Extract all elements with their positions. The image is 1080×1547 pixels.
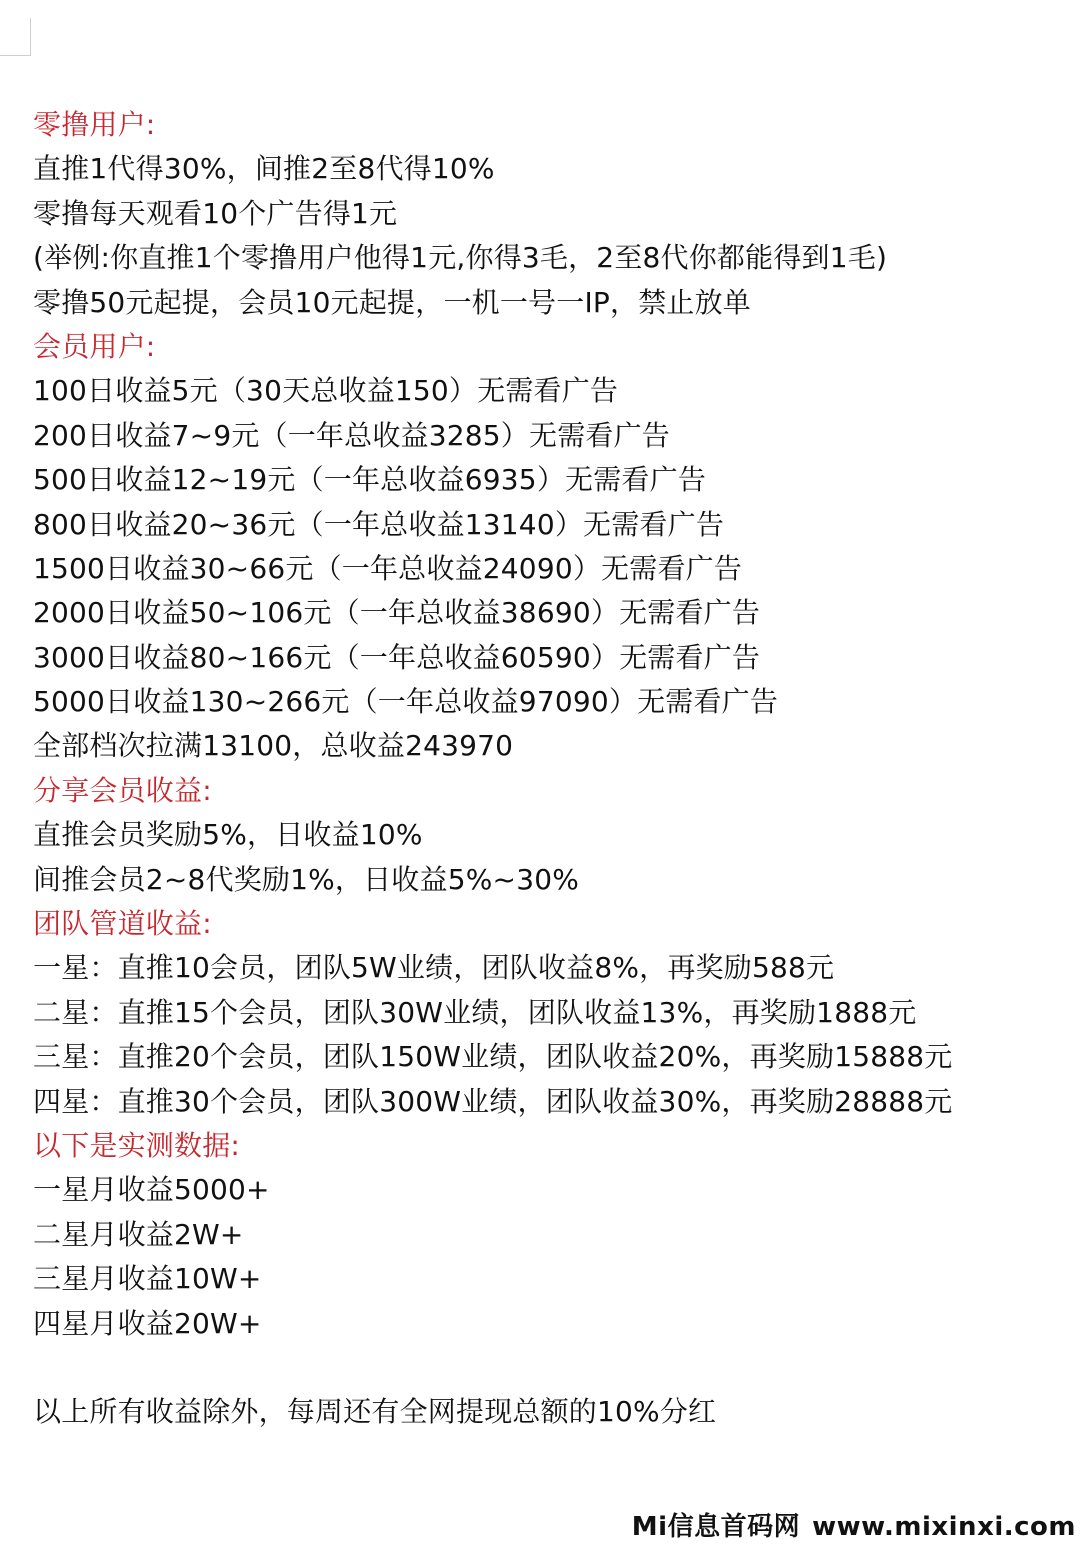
text-line: 三星月收益10W+ xyxy=(33,1262,262,1296)
text-line: 四星：直推30个会员，团队300W业绩，团队收益30%，再奖励28888元 xyxy=(33,1084,953,1118)
text-line: 零撸每天观看10个广告得1元 xyxy=(33,196,398,230)
section-heading-zero-user: 零撸用户: xyxy=(33,108,156,141)
section-team-pipeline xyxy=(33,902,1080,1124)
text-line: 2000日收益50~106元（一年总收益38690）无需看广告 xyxy=(33,596,761,630)
text-line: 100日收益5元（30天总收益150）无需看广告 xyxy=(33,374,619,408)
section-heading-team-pipeline: 团队管道收益: xyxy=(33,907,212,941)
text-line: 二星：直推15个会员，团队30W业绩，团队收益13%，再奖励1888元 xyxy=(33,995,917,1029)
blank-line xyxy=(33,1346,1080,1390)
section-member-user xyxy=(33,325,1080,769)
text-line: 一星：直推10会员，团队5W业绩，团队收益8%，再奖励588元 xyxy=(33,951,835,985)
section-heading-member-user: 会员用户: xyxy=(33,329,156,363)
text-line: 二星月收益2W+ xyxy=(33,1217,244,1251)
watermark-url: www.mixinxi.com xyxy=(812,1512,1076,1542)
section-share-member xyxy=(33,769,1080,902)
text-line: 零撸50元起提，会员10元起提，一机一号一IP，禁止放单 xyxy=(33,285,752,319)
text-line: 间推会员2~8代奖励1%，日收益5%~30% xyxy=(33,862,580,896)
text-line: 四星月收益20W+ xyxy=(33,1306,262,1340)
section-measured-data xyxy=(33,1124,1080,1346)
text-line: 直推1代得30%，间推2至8代得10% xyxy=(33,152,495,186)
text-line: 直推会员奖励5%，日收益10% xyxy=(33,818,423,852)
text-line: 5000日收益130~266元（一年总收益97090）无需看广告 xyxy=(33,685,779,719)
text-line: 200日收益7~9元（一年总收益3285）无需看广告 xyxy=(33,418,670,452)
text-line: 全部档次拉满13100，总收益243970 xyxy=(33,729,514,763)
document-body xyxy=(33,103,1080,1435)
footer-note: 以上所有收益除外，每周还有全网提现总额的10%分红 xyxy=(33,1395,717,1429)
section-zero-user xyxy=(33,103,1080,325)
text-line: 3000日收益80~166元（一年总收益60590）无需看广告 xyxy=(33,640,761,674)
site-watermark xyxy=(632,1506,1076,1543)
text-line: (举例:你直推1个零撸用户他得1元,你得3毛，2至8代你都能得到1毛) xyxy=(33,241,888,275)
section-heading-measured-data: 以下是实测数据: xyxy=(33,1128,241,1162)
text-line: 三星：直推20个会员，团队150W业绩，团队收益20%，再奖励15888元 xyxy=(33,1040,953,1074)
page-corner-mark xyxy=(0,18,31,56)
section-heading-share-member: 分享会员收益: xyxy=(33,773,212,807)
text-line: 一星月收益5000+ xyxy=(33,1173,270,1207)
watermark-site-name: Mi信息首码网 xyxy=(631,1512,801,1542)
text-line: 1500日收益30~66元（一年总收益24090）无需看广告 xyxy=(33,551,743,585)
text-line: 800日收益20~36元（一年总收益13140）无需看广告 xyxy=(33,507,725,541)
text-line: 500日收益12~19元（一年总收益6935）无需看广告 xyxy=(33,463,707,497)
